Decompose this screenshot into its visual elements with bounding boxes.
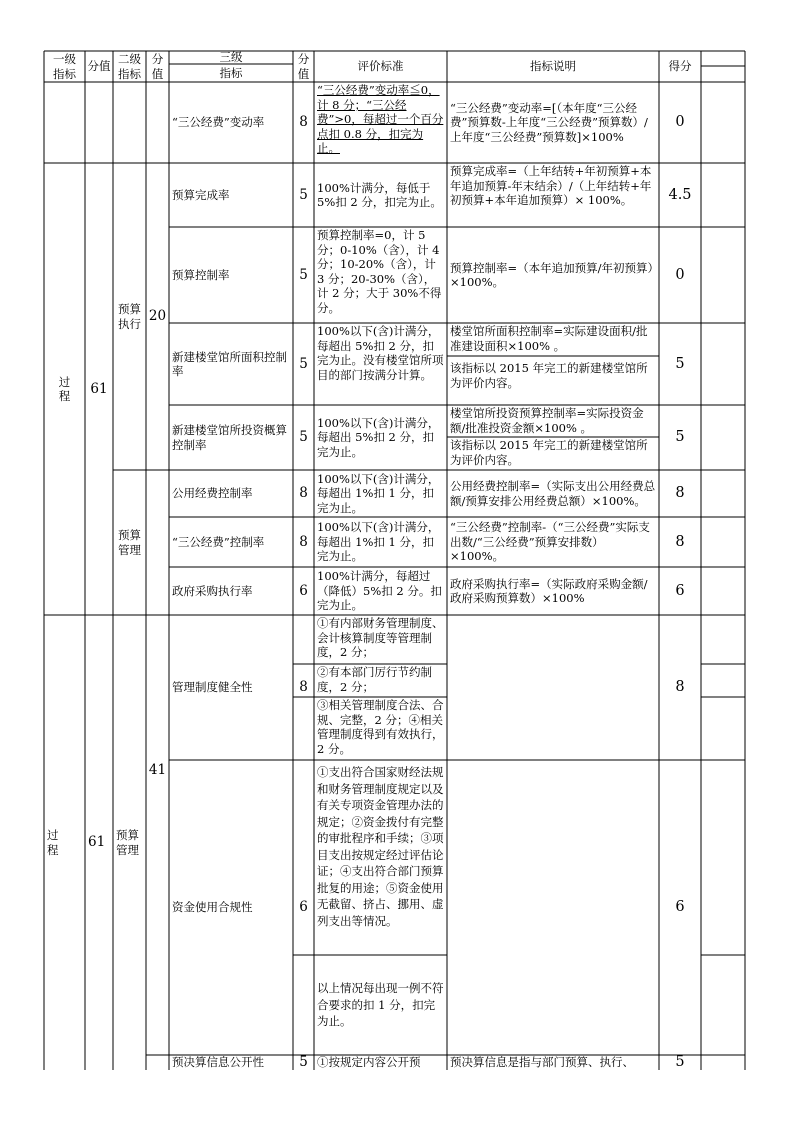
group-level1-process: 过 程 bbox=[47, 828, 59, 857]
row-indicator: 预决算信息公开性 bbox=[172, 1055, 264, 1070]
row-score: 5 bbox=[299, 186, 308, 203]
row-score: 6 bbox=[299, 899, 308, 916]
row-criteria: 预算控制率=0，计 5 分；0-10%（含），计 4 分；10-20%（含），计 3 分；20-30%（含），计 2 分；大于 30%不得分。 bbox=[317, 228, 442, 315]
row-criteria: “三公经费”变动率≦0，计 8 分；“三公经费”>0，每超过一个百分点扣 0.8 分，扣完为止。 bbox=[317, 83, 444, 155]
header-level3-top: 三级 bbox=[219, 51, 243, 64]
row-criteria: 100%以下(含)计满分，每超出 1%扣 1 分，扣完为止。 bbox=[317, 471, 440, 515]
row-criteria: 100%以下(含)计满分，每超出 1%扣 1 分，扣完为止。 bbox=[317, 520, 440, 564]
header-score1: 分值 bbox=[87, 59, 111, 74]
row-indicator: “三公经费”变动率 bbox=[172, 115, 265, 130]
row-indicator: 公用经费控制率 bbox=[172, 486, 253, 501]
group-level2-score: 41 bbox=[148, 761, 167, 778]
row-points: 0 bbox=[675, 266, 685, 283]
row-explanation-a: 楼堂馆所面积控制率=实际建设面积/批准建设面积×100% 。 bbox=[450, 324, 648, 353]
row-explanation: “三公经费”变动率=[（本年度“三公经费”预算数-上年度“三公经费”预算数）/上年度“三公经费”预算数]×100% bbox=[450, 100, 648, 144]
row-score: 8 bbox=[299, 114, 308, 131]
row-indicator: 新建楼堂馆所投资概算控制率 bbox=[172, 423, 287, 452]
row-indicator: 预算完成率 bbox=[172, 187, 230, 202]
row-points: 0 bbox=[675, 114, 685, 131]
group-level2-budget-mgmt: 预算 管理 bbox=[118, 528, 141, 557]
row-indicator: 管理制度健全性 bbox=[172, 680, 253, 695]
row-indicator: 预算控制率 bbox=[172, 267, 230, 282]
group-level1-score: 61 bbox=[90, 380, 108, 397]
row-points: 5 bbox=[675, 429, 685, 446]
row-score: 5 bbox=[299, 266, 308, 283]
row-criteria: ①按规定内容公开预 bbox=[317, 1055, 421, 1070]
row-explanation: 预算完成率=（上年结转+年初预算+本年追加预算-年末结余）/（上年结转+年初预算+本年追加预算）× 100%。 bbox=[450, 164, 652, 207]
row-points: 8 bbox=[675, 485, 685, 502]
group-level2-score: 20 bbox=[148, 308, 167, 325]
row-indicator: 政府采购执行率 bbox=[172, 583, 253, 598]
row-criteria: 100%以下(含)计满分，每超出 5%扣 2 分，扣完为止。没有楼堂馆所项目的部门按满分计算。 bbox=[317, 324, 444, 382]
row-explanation: 政府采购执行率=（实际政府采购金额/政府采购预算数）×100% bbox=[450, 576, 648, 605]
header-score2: 分 值 bbox=[151, 52, 164, 81]
group-level2-budget-exec: 预算 执行 bbox=[118, 302, 141, 331]
row-score: 6 bbox=[299, 582, 308, 599]
row-points: 6 bbox=[675, 582, 685, 599]
row-criteria-a: ①支出符合国家财经法规和财务管理制度规定以及有关专项资金管理办法的规定；②资金拨付有完整的审批程序和手续；③项目支出按规定经过评估论证；④支出符合部门预算批复的用途；⑤资金使用无截留、挤占、挪用、虚列支出等情况。 bbox=[317, 765, 444, 928]
row-score: 5 bbox=[299, 429, 308, 446]
row-criteria-b: 以上情况每出现一例不符合要求的扣 1 分，扣完为止。 bbox=[317, 981, 444, 1029]
row-points: 5 bbox=[675, 1055, 685, 1070]
row-explanation: 预算控制率=（本年追加预算/年初预算）×100%。 bbox=[450, 260, 654, 289]
header-explanation: 指标说明 bbox=[530, 59, 576, 74]
row-score: 8 bbox=[299, 533, 308, 550]
row-explanation-b: 该指标以 2015 年完工的新建楼堂馆所为评价内容。 bbox=[450, 438, 648, 467]
row-explanation-a: 楼堂馆所投资预算控制率=实际投资金额/批准投资金额×100% 。 bbox=[450, 406, 644, 435]
row-points: 8 bbox=[675, 679, 685, 696]
header-level1: 一级 指标 bbox=[53, 52, 76, 81]
header-level2: 二级 指标 bbox=[118, 52, 141, 81]
row-indicator: 资金使用合规性 bbox=[172, 900, 253, 915]
row-criteria-b: ②有本部门厉行节约制度，2 分； bbox=[317, 665, 432, 694]
row-criteria: 100%计满分，每超过（降低）5%扣 2 分。扣完为止。 bbox=[317, 569, 442, 613]
row-score: 8 bbox=[299, 485, 308, 502]
row-explanation: 预决算信息是指与部门预算、执行、 bbox=[450, 1055, 634, 1070]
group-level1-process: 过 程 bbox=[58, 374, 71, 403]
header-score3: 分 值 bbox=[297, 52, 310, 81]
row-criteria-a: ①有内部财务管理制度、会计核算制度等管理制度，2 分； bbox=[317, 616, 444, 659]
header-level3-bottom: 指标 bbox=[219, 65, 243, 80]
row-points: 4.5 bbox=[668, 186, 692, 203]
row-points: 6 bbox=[675, 899, 685, 916]
row-indicator: “三公经费”控制率 bbox=[172, 534, 265, 549]
row-indicator: 新建楼堂馆所面积控制率 bbox=[172, 349, 287, 378]
row-criteria: 100%以下(含)计满分，每超出 5%扣 2 分，扣完为止。 bbox=[317, 415, 440, 459]
row-explanation: “三公经费”控制率-（“三公经费”实际支出数/“三公经费”预算安排数）×100%。 bbox=[450, 520, 650, 564]
row-score: 8 bbox=[299, 679, 308, 696]
row-criteria-c: ③相关管理制度合法、合规、完整，2 分；④相关管理制度得到有效执行，2 分。 bbox=[317, 698, 444, 756]
group-level1-score: 61 bbox=[88, 834, 106, 851]
group-level2-budget-mgmt: 预算 管理 bbox=[116, 828, 139, 857]
row-score: 5 bbox=[299, 1055, 308, 1070]
row-points: 5 bbox=[675, 355, 685, 372]
header-criteria: 评价标准 bbox=[357, 59, 404, 74]
header-points: 得分 bbox=[668, 59, 692, 74]
row-score: 5 bbox=[299, 355, 308, 372]
row-explanation-b: 该指标以 2015 年完工的新建楼堂馆所为评价内容。 bbox=[450, 361, 648, 390]
row-explanation: 公用经费控制率=（实际支出公用经费总额/预算安排公用经费总额）×100%。 bbox=[450, 479, 656, 508]
row-points: 8 bbox=[675, 533, 685, 550]
row-criteria: 100%计满分，每低于 5%扣 2 分，扣完为止。 bbox=[317, 180, 442, 209]
